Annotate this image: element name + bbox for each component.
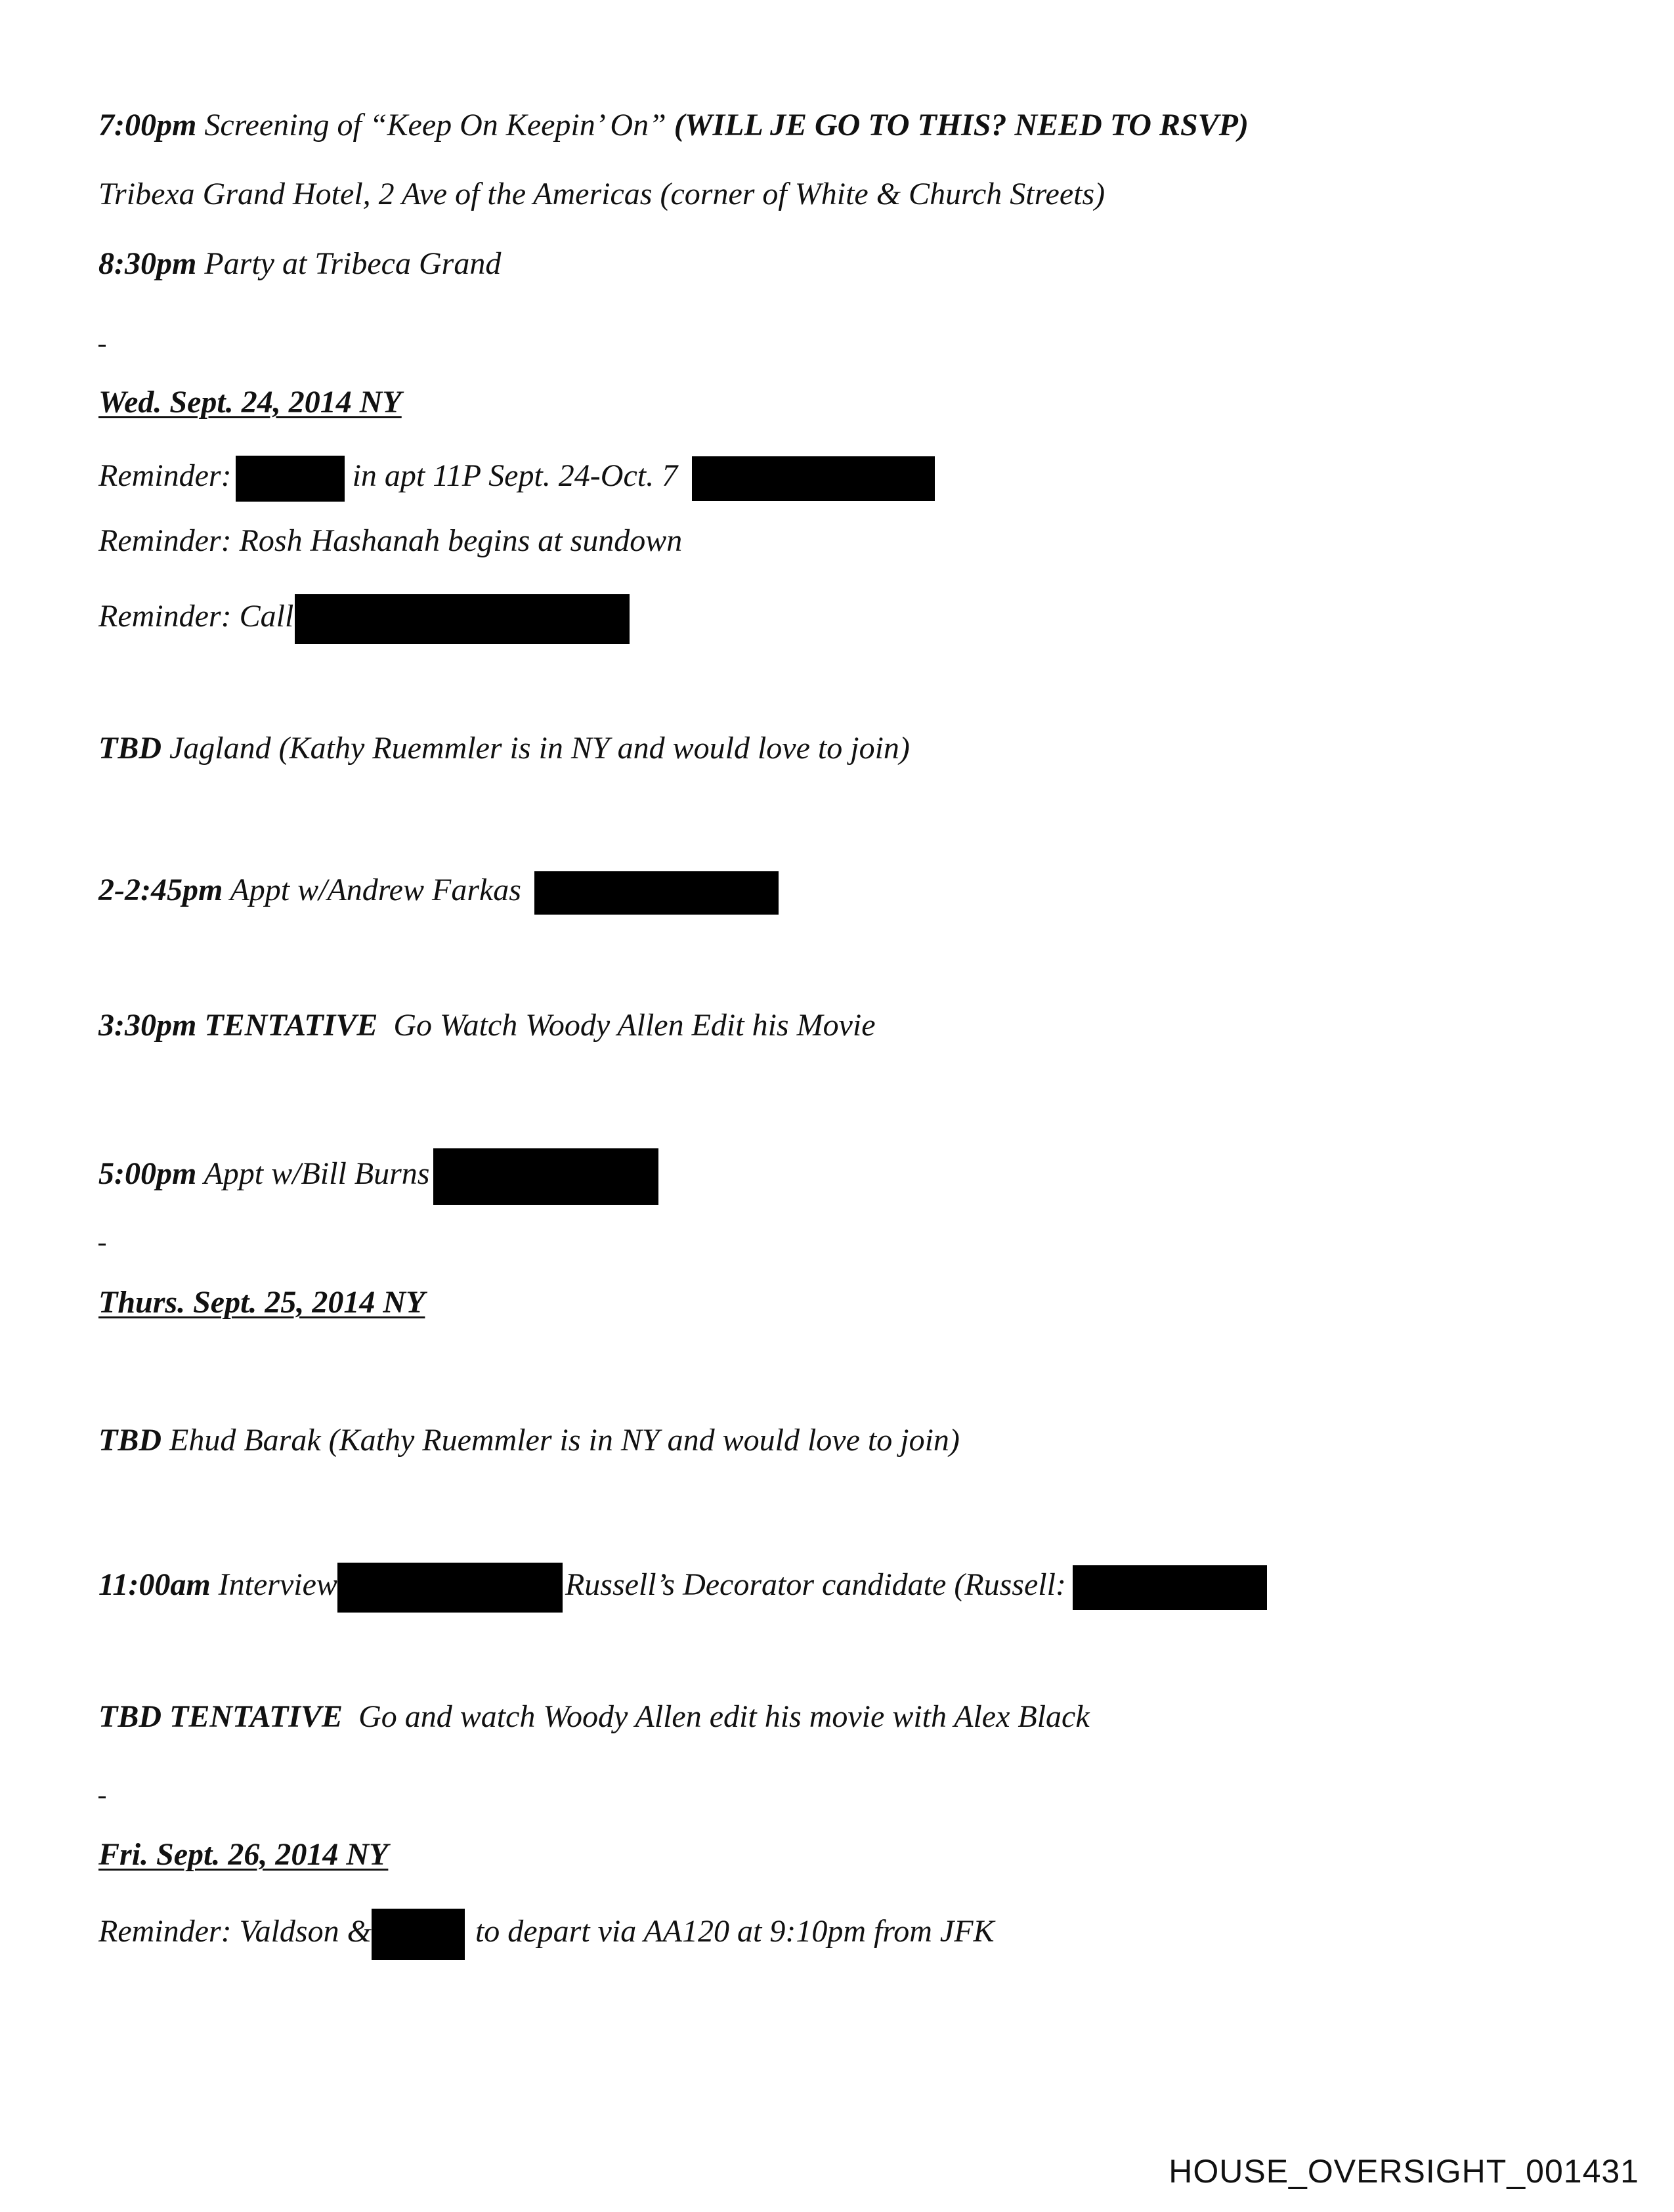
entry-barak bbox=[98, 1425, 960, 1456]
entry-text: Go Watch Woody Allen Edit his Movie bbox=[393, 1008, 876, 1043]
redaction-box bbox=[692, 456, 935, 501]
redaction-box bbox=[433, 1148, 658, 1205]
entry-party bbox=[98, 248, 501, 280]
bates-number: HOUSE_OVERSIGHT_001431 bbox=[1169, 2153, 1639, 2190]
entry-venue bbox=[98, 179, 1105, 210]
entry-time: 8:30pm bbox=[98, 246, 197, 281]
entry-tentative bbox=[98, 1701, 1090, 1733]
entry-text: Russell’s Decorator candidate (Russell: bbox=[565, 1567, 1066, 1603]
reminder-prefix: Reminder: bbox=[98, 458, 232, 494]
reminder-departure bbox=[98, 1909, 995, 1960]
reminder-text: in apt 11P Sept. 24-Oct. 7 bbox=[352, 458, 678, 494]
entry-farkas bbox=[98, 871, 779, 915]
entry-text: Ehud Barak (Kathy Ruemmler is in NY and would love to join) bbox=[169, 1423, 960, 1458]
redaction-box bbox=[372, 1909, 465, 1960]
entry-text: Appt w/Bill Burns bbox=[204, 1156, 430, 1192]
entry-burns bbox=[98, 1148, 658, 1205]
reminder-text: to depart via AA120 at 9:10pm from JFK bbox=[475, 1914, 995, 1949]
entry-text: Screening of “Keep On Keepin’ On” bbox=[204, 108, 666, 142]
entry-label: 3:30pm TENTATIVE bbox=[98, 1008, 378, 1043]
reminder-call bbox=[98, 594, 630, 644]
reminder-prefix: Reminder: Valdson & bbox=[98, 1914, 372, 1949]
redaction-box bbox=[534, 871, 779, 915]
entry-text: Go and watch Woody Allen edit his movie with Alex Black bbox=[358, 1699, 1090, 1734]
entry-label: TBD bbox=[98, 731, 161, 766]
separator-dash bbox=[98, 1244, 106, 1246]
day-heading-fri: Fri. Sept. 26, 2014 NY bbox=[98, 1837, 389, 1872]
reminder-prefix: Reminder: Call bbox=[98, 599, 294, 634]
entry-note: (WILL JE GO TO THIS? NEED TO RSVP) bbox=[674, 108, 1249, 142]
redaction-box bbox=[295, 594, 630, 644]
redaction-box bbox=[337, 1563, 563, 1613]
separator-dash bbox=[98, 345, 106, 347]
entry-text: Jagland (Kathy Ruemmler is in NY and would love to join) bbox=[169, 731, 910, 766]
redaction-box bbox=[236, 456, 345, 502]
entry-time: 2-2:45pm bbox=[98, 873, 223, 908]
day-heading-thu: Thurs. Sept. 25, 2014 NY bbox=[98, 1285, 425, 1320]
redaction-box bbox=[1073, 1565, 1267, 1610]
separator-dash bbox=[98, 1796, 106, 1798]
entry-text: Party at Tribeca Grand bbox=[204, 246, 502, 281]
entry-text: Interview bbox=[218, 1567, 337, 1603]
entry-screening bbox=[98, 110, 1249, 141]
entry-jagland bbox=[98, 733, 910, 764]
reminder-apt bbox=[98, 456, 935, 502]
entry-time: 11:00am bbox=[98, 1567, 211, 1603]
entry-label: TBD TENTATIVE bbox=[98, 1699, 343, 1734]
entry-label: TBD bbox=[98, 1423, 161, 1458]
entry-text: Appt w/Andrew Farkas bbox=[230, 873, 521, 908]
entry-woody-allen bbox=[98, 1010, 876, 1041]
entry-interview bbox=[98, 1563, 1267, 1613]
entry-time: 7:00pm bbox=[98, 108, 197, 142]
entry-text: Tribexa Grand Hotel, 2 Ave of the Americas (corner of White & Church Streets) bbox=[98, 177, 1105, 211]
reminder-rosh-hashanah: Reminder: Rosh Hashanah begins at sundown bbox=[98, 523, 683, 558]
day-heading-wed: Wed. Sept. 24, 2014 NY bbox=[98, 385, 402, 420]
entry-time: 5:00pm bbox=[98, 1156, 197, 1192]
